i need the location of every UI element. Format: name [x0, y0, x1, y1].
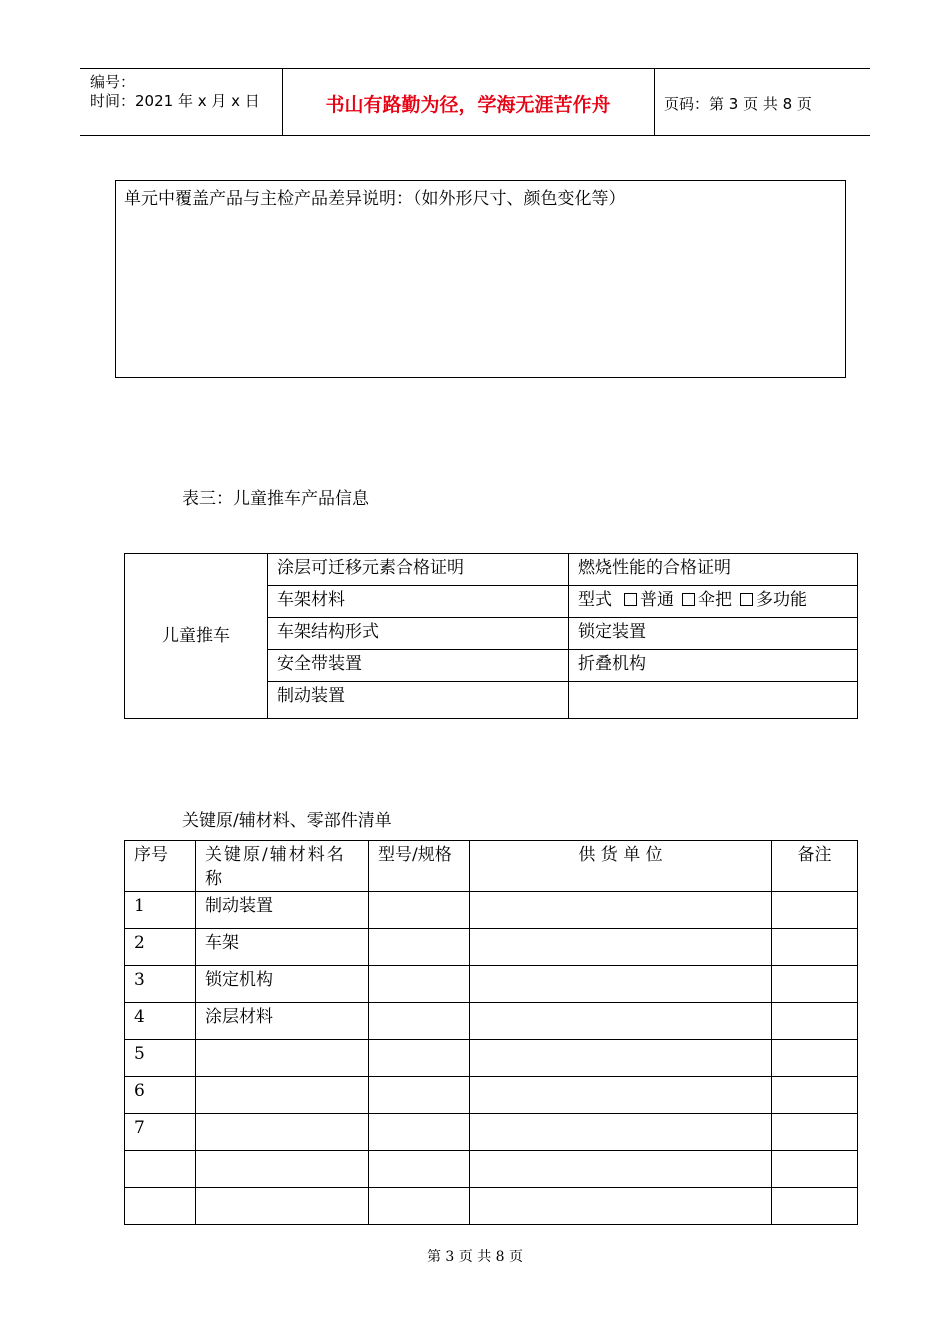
column-header: 关键原/辅材料名称 — [196, 841, 369, 892]
supplier-cell[interactable] — [470, 1188, 772, 1225]
row-number: 4 — [125, 1003, 196, 1040]
part-name[interactable] — [196, 1151, 369, 1188]
supplier-cell[interactable] — [470, 892, 772, 929]
table-row — [125, 1114, 858, 1151]
table-header-row — [125, 841, 858, 892]
table-cell: 涂层可迁移元素合格证明 — [268, 554, 569, 586]
part-name[interactable] — [196, 1040, 369, 1077]
remark-cell[interactable] — [772, 892, 858, 929]
table-row — [125, 892, 858, 929]
model-cell[interactable] — [369, 892, 470, 929]
table-row — [125, 1077, 858, 1114]
supplier-cell[interactable] — [470, 1077, 772, 1114]
difference-note-box — [115, 180, 846, 378]
supplier-cell[interactable] — [470, 1151, 772, 1188]
part-name: 锁定机构 — [196, 966, 369, 1003]
table-row — [125, 929, 858, 966]
remark-cell[interactable] — [772, 929, 858, 966]
option-label: 多功能 — [756, 590, 807, 610]
checkbox-icon[interactable] — [682, 593, 695, 606]
difference-note-label: 单元中覆盖产品与主检产品差异说明：（如外形尺寸、颜色变化等） — [124, 189, 626, 209]
column-header: 序号 — [125, 841, 196, 892]
remark-cell[interactable] — [772, 1151, 858, 1188]
row-number: 1 — [125, 892, 196, 929]
model-cell[interactable] — [369, 1077, 470, 1114]
column-header: 供 货 单 位 — [470, 841, 772, 892]
part-name: 车架 — [196, 929, 369, 966]
parts-list-caption: 关键原/辅材料、零部件清单 — [182, 811, 392, 831]
model-cell[interactable] — [369, 1003, 470, 1040]
table-cell: 车架材料 — [268, 586, 569, 618]
table-cell: 制动装置 — [268, 682, 569, 719]
part-name[interactable] — [196, 1114, 369, 1151]
supplier-cell[interactable] — [470, 966, 772, 1003]
model-cell[interactable] — [369, 1040, 470, 1077]
table-cell — [569, 682, 858, 719]
part-name: 涂层材料 — [196, 1003, 369, 1040]
table-row — [125, 966, 858, 1003]
row-number[interactable] — [125, 1151, 196, 1188]
option-label: 伞把 — [698, 590, 732, 610]
type-options-cell — [569, 586, 858, 618]
option-label: 普通 — [640, 590, 674, 610]
checkbox-icon[interactable] — [740, 593, 753, 606]
row-number: 7 — [125, 1114, 196, 1151]
table-cell: 折叠机构 — [569, 650, 858, 682]
supplier-cell[interactable] — [470, 1040, 772, 1077]
table-row — [125, 1188, 858, 1225]
remark-cell[interactable] — [772, 1077, 858, 1114]
part-name[interactable] — [196, 1188, 369, 1225]
model-cell[interactable] — [369, 929, 470, 966]
parts-list-table — [124, 840, 858, 1225]
table-cell: 燃烧性能的合格证明 — [569, 554, 858, 586]
supplier-cell[interactable] — [470, 1114, 772, 1151]
table-cell: 锁定装置 — [569, 618, 858, 650]
model-cell[interactable] — [369, 1151, 470, 1188]
supplier-cell[interactable] — [470, 1003, 772, 1040]
table-cell: 安全带装置 — [268, 650, 569, 682]
column-header: 备注 — [772, 841, 858, 892]
table-row — [125, 554, 858, 586]
supplier-cell[interactable] — [470, 929, 772, 966]
remark-cell[interactable] — [772, 1040, 858, 1077]
remark-cell[interactable] — [772, 1188, 858, 1225]
type-label: 型式 — [578, 590, 612, 610]
table-cell: 车架结构形式 — [268, 618, 569, 650]
stroller-info-table — [124, 553, 858, 719]
part-name: 制动装置 — [196, 892, 369, 929]
remark-cell[interactable] — [772, 966, 858, 1003]
table-row — [125, 1003, 858, 1040]
header-divider — [654, 68, 655, 136]
remark-cell[interactable] — [772, 1003, 858, 1040]
row-number: 3 — [125, 966, 196, 1003]
remark-cell[interactable] — [772, 1114, 858, 1151]
document-date-label: 时间：2021 年 x 月 x 日 — [90, 92, 260, 110]
checkbox-icon[interactable] — [624, 593, 637, 606]
document-number-label: 编号： — [90, 73, 136, 91]
column-header: 型号/规格 — [369, 841, 470, 892]
header-motto: 书山有路勤为径，学海无涯苦作舟 — [325, 94, 611, 116]
table3-caption: 表三：儿童推车产品信息 — [182, 489, 369, 509]
part-name[interactable] — [196, 1077, 369, 1114]
model-cell[interactable] — [369, 1188, 470, 1225]
row-number: 5 — [125, 1040, 196, 1077]
model-cell[interactable] — [369, 966, 470, 1003]
row-number[interactable] — [125, 1188, 196, 1225]
header-top-rule — [80, 68, 870, 69]
header-page-info: 页码：第 3 页 共 8 页 — [664, 95, 812, 113]
row-number: 2 — [125, 929, 196, 966]
table-row — [125, 1151, 858, 1188]
model-cell[interactable] — [369, 1114, 470, 1151]
page-footer: 第 3 页 共 8 页 — [426, 1249, 524, 1265]
product-name-cell: 儿童推车 — [125, 554, 268, 719]
row-number: 6 — [125, 1077, 196, 1114]
header-bottom-rule — [80, 135, 870, 136]
table-row — [125, 1040, 858, 1077]
